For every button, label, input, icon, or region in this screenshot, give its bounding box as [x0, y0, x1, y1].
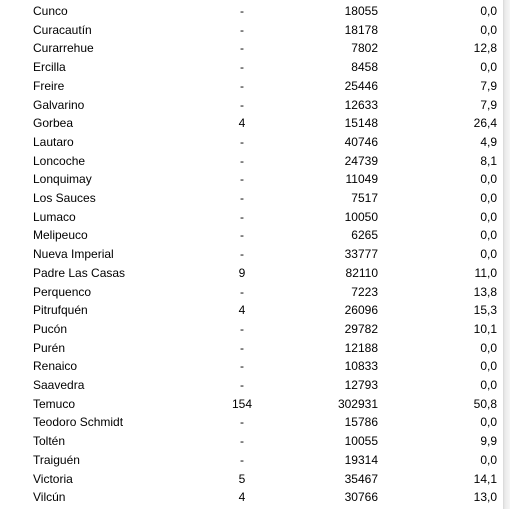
commune-cell: Curacautín	[33, 22, 92, 37]
population-cell: 40746	[344, 134, 378, 149]
population-cell: 25446	[344, 78, 378, 93]
cases-cell: -	[240, 60, 244, 75]
cases-cell: -	[240, 359, 244, 374]
commune-data-table	[0, 2, 497, 507]
page-edge-shadow	[503, 0, 510, 509]
population-cell: 15786	[344, 415, 378, 430]
cases-cell: 5	[238, 471, 246, 486]
commune-cell: Victoria	[33, 471, 73, 486]
table-row	[0, 357, 497, 376]
rate-cell: 0,0	[480, 415, 497, 430]
table-row	[0, 283, 497, 302]
population-cell: 7223	[351, 284, 378, 299]
table-row	[0, 413, 497, 432]
commune-cell: Loncoche	[33, 153, 86, 168]
commune-cell: Pucón	[33, 321, 68, 336]
rate-cell: 12,8	[473, 41, 497, 56]
commune-cell: Melipeuco	[33, 228, 88, 243]
table-row	[0, 170, 497, 189]
population-cell: 24739	[344, 153, 378, 168]
rate-cell: 13,0	[473, 490, 497, 505]
commune-cell: Lonquimay	[33, 172, 92, 187]
cases-cell: -	[240, 340, 244, 355]
cases-cell: -	[240, 209, 244, 224]
table-row	[0, 339, 497, 358]
table-row	[0, 395, 497, 414]
rate-cell: 0,0	[480, 60, 497, 75]
cases-cell: -	[240, 415, 244, 430]
rate-cell: 14,1	[473, 471, 497, 486]
cases-cell: -	[240, 153, 244, 168]
table-row	[0, 451, 497, 470]
rate-cell: 0,0	[480, 191, 497, 206]
population-cell: 30766	[344, 490, 378, 505]
rate-cell: 0,0	[480, 209, 497, 224]
rate-cell: 0,0	[480, 359, 497, 374]
cases-cell: -	[240, 191, 244, 206]
commune-cell: Toltén	[33, 434, 66, 449]
commune-cell: Curarrehue	[33, 41, 94, 56]
cases-cell: -	[240, 22, 244, 37]
rate-cell: 0,0	[480, 228, 497, 243]
commune-cell: Galvarino	[33, 97, 85, 112]
commune-cell: Traiguén	[33, 452, 80, 467]
cases-cell: -	[240, 247, 244, 262]
rate-cell: 15,3	[473, 303, 497, 318]
table-row	[0, 301, 497, 320]
cases-cell: 4	[238, 303, 246, 318]
cases-cell: -	[240, 378, 244, 393]
rate-cell: 7,9	[480, 97, 497, 112]
population-cell: 6265	[351, 228, 378, 243]
population-cell: 26096	[344, 303, 378, 318]
table-row	[0, 77, 497, 96]
table-row	[0, 245, 497, 264]
table-row	[0, 488, 497, 507]
population-cell: 7517	[351, 191, 378, 206]
commune-cell: Lautaro	[33, 134, 74, 149]
cases-cell: -	[240, 172, 244, 187]
population-cell: 12633	[344, 97, 378, 112]
population-cell: 7802	[351, 41, 378, 56]
cases-cell: 4	[238, 490, 246, 505]
commune-cell: Saavedra	[33, 378, 85, 393]
population-cell: 18178	[344, 22, 378, 37]
commune-cell: Perquenco	[33, 284, 92, 299]
commune-cell: Teodoro Schmidt	[33, 415, 124, 430]
population-cell: 10050	[344, 209, 378, 224]
table-row	[0, 39, 497, 58]
table-row	[0, 432, 497, 451]
rate-cell: 0,0	[480, 340, 497, 355]
rate-cell: 0,0	[480, 452, 497, 467]
cases-cell: 4	[238, 116, 246, 131]
cases-cell: -	[240, 97, 244, 112]
cases-cell: -	[240, 434, 244, 449]
commune-cell: Padre Las Casas	[33, 265, 126, 280]
rate-cell: 8,1	[480, 153, 497, 168]
rate-cell: 0,0	[480, 22, 497, 37]
commune-cell: Renaico	[33, 359, 78, 374]
table-row	[0, 208, 497, 227]
cases-cell: -	[240, 228, 244, 243]
rate-cell: 26,4	[473, 116, 497, 131]
commune-cell: Vilcún	[33, 490, 66, 505]
population-cell: 35467	[344, 471, 378, 486]
population-cell: 8458	[351, 60, 378, 75]
table-row	[0, 58, 497, 77]
population-cell: 19314	[344, 452, 378, 467]
table-row	[0, 189, 497, 208]
cases-cell: -	[240, 41, 244, 56]
commune-cell: Gorbea	[33, 116, 74, 131]
population-cell: 302931	[337, 396, 378, 411]
table-row	[0, 264, 497, 283]
rate-cell: 0,0	[480, 4, 497, 18]
commune-cell: Lumaco	[33, 209, 76, 224]
rate-cell: 0,0	[480, 172, 497, 187]
commune-cell: Cunco	[33, 4, 68, 18]
cases-cell: -	[240, 284, 244, 299]
rate-cell: 11,0	[474, 265, 497, 280]
table-row	[0, 320, 497, 339]
population-cell: 82110	[345, 265, 378, 280]
table-row	[0, 21, 497, 40]
population-cell: 15148	[344, 116, 378, 131]
commune-cell: Temuco	[33, 396, 76, 411]
commune-cell: Purén	[33, 340, 66, 355]
table-row	[0, 133, 497, 152]
table-row	[0, 152, 497, 171]
commune-cell: Freire	[33, 78, 65, 93]
population-cell: 12793	[344, 378, 378, 393]
population-cell: 10055	[344, 434, 378, 449]
rate-cell: 7,9	[480, 78, 497, 93]
cases-cell: 9	[238, 265, 246, 280]
table-body	[0, 2, 497, 507]
table-row	[0, 226, 497, 245]
rate-cell: 0,0	[480, 378, 497, 393]
table-row	[0, 2, 497, 21]
rate-cell: 0,0	[480, 247, 497, 262]
cases-cell: -	[240, 452, 244, 467]
population-cell: 12188	[344, 340, 378, 355]
rate-cell: 4,9	[480, 134, 497, 149]
cases-cell: -	[240, 134, 244, 149]
population-cell: 10833	[344, 359, 378, 374]
population-cell: 29782	[344, 321, 378, 336]
population-cell: 18055	[344, 4, 378, 18]
commune-cell: Nueva Imperial	[33, 247, 114, 262]
cases-cell: -	[240, 78, 244, 93]
table-row	[0, 114, 497, 133]
rate-cell: 10,1	[473, 321, 497, 336]
rate-cell: 9,9	[480, 434, 497, 449]
cases-cell: -	[240, 4, 244, 18]
commune-cell: Ercilla	[33, 60, 66, 75]
population-cell: 11049	[345, 172, 378, 187]
table-row	[0, 376, 497, 395]
table-row	[0, 470, 497, 489]
table-row	[0, 96, 497, 115]
rate-cell: 13,8	[473, 284, 497, 299]
commune-cell: Los Sauces	[33, 191, 96, 206]
cases-cell: 154	[231, 396, 253, 411]
rate-cell: 50,8	[473, 396, 497, 411]
cases-cell: -	[240, 321, 244, 336]
population-cell: 33777	[344, 247, 378, 262]
commune-cell: Pitrufquén	[33, 303, 88, 318]
